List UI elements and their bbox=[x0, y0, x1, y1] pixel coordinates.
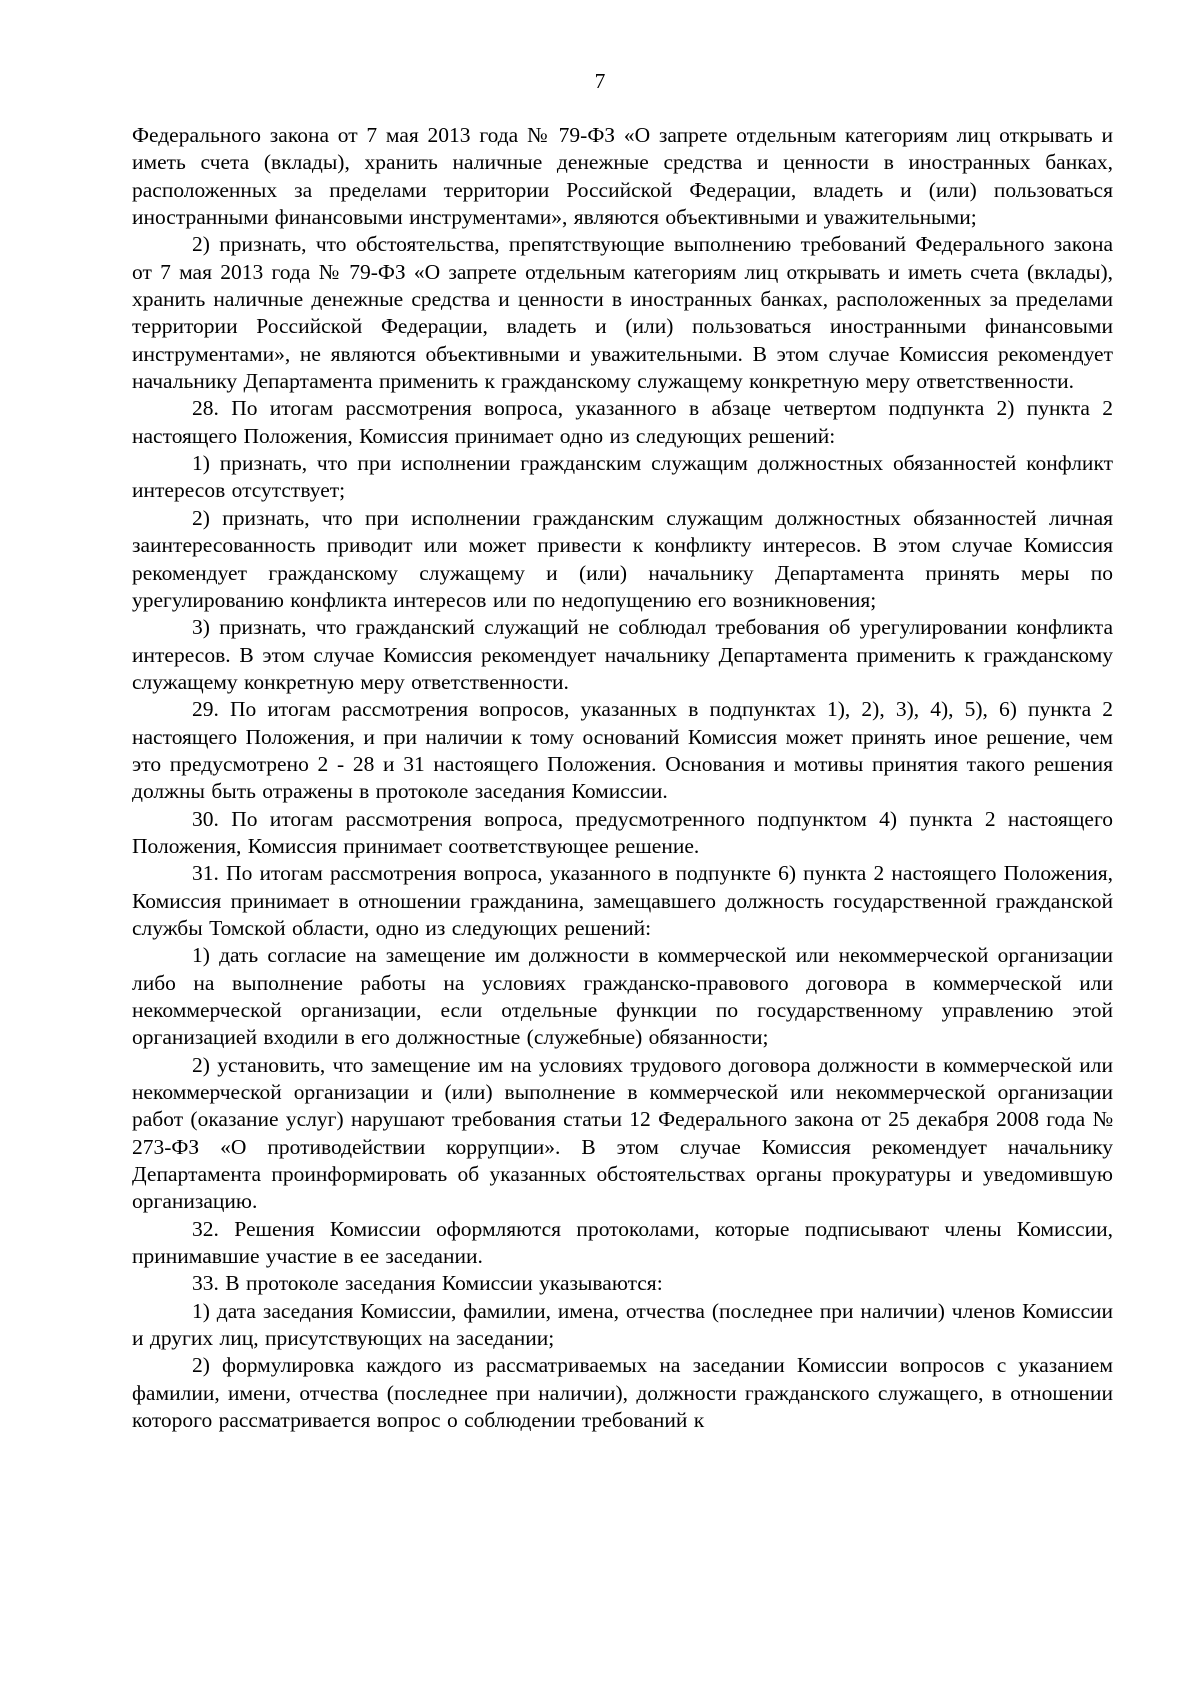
paragraph: 3) признать, что гражданский служащий не соблюдал требования об урегулировании конфликта интересов. В этом случае Комиссия рекомендует начальнику Департамента применить к гражданскому служащему конкретную меру ответственности. bbox=[132, 615, 1113, 694]
paragraph: 1) дата заседания Комиссии, фамилии, имена, отчества (последнее при наличии) членов Комиссии и других лиц, присутствующих на заседании; bbox=[132, 1298, 1113, 1351]
paragraph: 32. Решения Комиссии оформляются протоколами, которые подписывают члены Комиссии, принимавшие участие в ее заседании. bbox=[132, 1216, 1113, 1269]
paragraph: 28. По итогам рассмотрения вопроса, указанного в абзаце четвертом подпункта 2) пункта 2 настоящего Положения, Комиссия принимает одно из следующих решений: bbox=[132, 396, 1113, 448]
paragraph: 1) дать согласие на замещение им должности в коммерческой или некоммерческой организации либо на выполнение работы на условиях гражданско-правового договора в коммерческой или некоммерческой организации, если отдельные функции по государственному управлению этой организацией входили в его должностные (служебные) обязанности; bbox=[132, 943, 1113, 1050]
paragraph: 31. По итогам рассмотрения вопроса, указанного в подпункте 6) пункта 2 настоящего Положения, Комиссия принимает в отношении гражданина, замещавшего должность государственной гражданской службы Томской области, одно из следующих решений: bbox=[132, 861, 1113, 940]
paragraph: 33. В протоколе заседания Комиссии указываются: bbox=[192, 1271, 663, 1296]
paragraph: 1) признать, что при исполнении гражданским служащим должностных обязанностей конфликт интересов отсутствует; bbox=[132, 451, 1113, 503]
page-number: 7 bbox=[594, 69, 606, 93]
paragraph: 2) признать, что при исполнении гражданским служащим должностных обязанностей личная заинтересованность приводит или может привести к конфликту интересов. В этом случае Комиссия рекомендует гражданскому служащему и (или) начальнику Департамента принять меры по урегулированию конфликта интересов или по недопущению его возникновения; bbox=[132, 505, 1113, 612]
paragraph: 2) формулировка каждого из рассматриваемых на заседании Комиссии вопросов с указанием фамилии, имени, отчества (последнее при наличии), должности гражданского служащего, в отношении которого рассматривается вопрос о соблюдении требований к bbox=[132, 1353, 1113, 1433]
paragraph: 2) признать, что обстоятельства, препятствующие выполнению требований Федерального закона от 7 мая 2013 года № 79-ФЗ «О запрете отдельным категориям лиц открывать и иметь счета (вклады), хранить наличные денежные средства и ценности в иностранных банках, расположенных за пределами территории Российской Федерации, владеть и (или) пользоваться иностранными финансовыми инструментами», не являются объективными и уважительными. В этом случае Комиссия рекомендует начальнику Департамента применить к гражданскому служащему конкретную меру ответственности. bbox=[132, 232, 1113, 394]
paragraph: 2) установить, что замещение им на условиях трудового договора должности в коммерческой или некоммерческой организации и (или) выполнение в коммерческой или некоммерческой организации работ (оказание услуг) нарушают требования статьи 12 Федерального закона от 25 декабря 2008 года № 273-ФЗ «О противодействии коррупции». В этом случае Комиссия рекомендует начальнику Департамента проинформировать об указанных обстоятельствах органы прокуратуры и уведомившую организацию. bbox=[132, 1052, 1113, 1214]
paragraph: 30. По итогам рассмотрения вопроса, предусмотренного подпунктом 4) пункта 2 настоящего Положения, Комиссия принимает соответствующее решение. bbox=[132, 806, 1113, 858]
paragraph: Федерального закона от 7 мая 2013 года № 79-ФЗ «О запрете отдельным категориям лиц открывать и иметь счета (вклады), хранить наличные денежные средства и ценности в иностранных банках, расположенных за пределами территории Российской Федерации, владеть и (или) пользоваться иностранными финансовыми инструментами», являются объективными и уважительными; bbox=[132, 123, 1113, 230]
document-body bbox=[132, 122, 1113, 1435]
paragraph: 29. По итогам рассмотрения вопросов, указанных в подпунктах 1), 2), 3), 4), 5), 6) пункта 2 настоящего Положения, и при наличии к тому оснований Комиссия может принять иное решение, чем это предусмотрено 2 - 28 и 31 настоящего Положения. Основания и мотивы принятия такого решения должны быть отражены в протоколе заседания Комиссии. bbox=[132, 697, 1113, 804]
